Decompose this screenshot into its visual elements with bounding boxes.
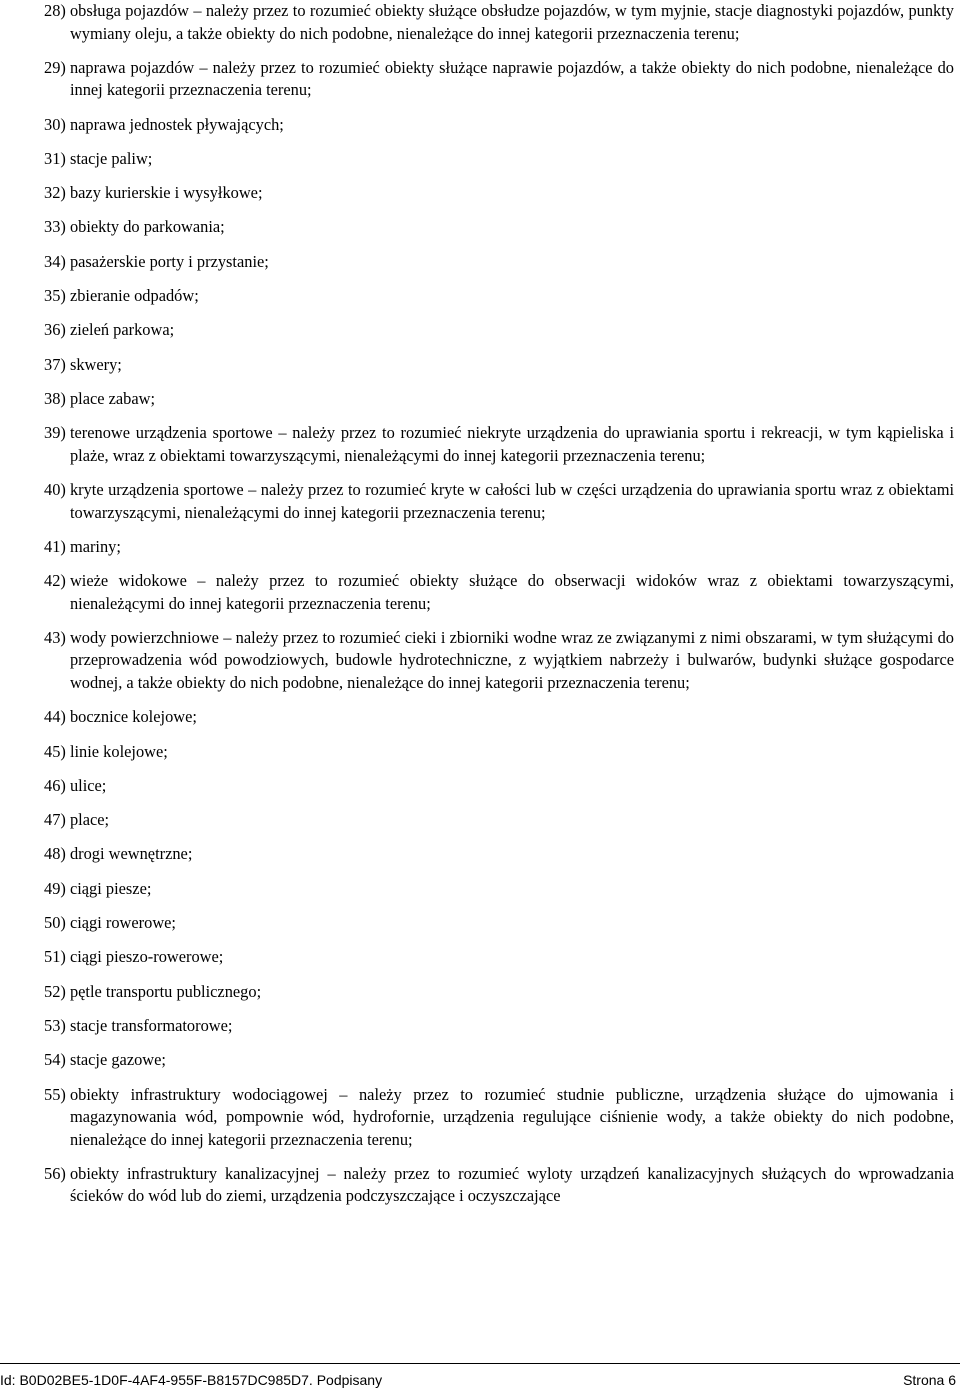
item-number: 42) <box>44 571 70 591</box>
item-text: place zabaw; <box>69 388 156 408</box>
list-item <box>44 182 954 205</box>
item-number: 43) <box>44 627 70 647</box>
list-item <box>44 216 954 239</box>
item-number: 29) <box>44 57 70 77</box>
item-text: bazy kurierskie i wysyłkowe; <box>69 183 263 203</box>
list-item <box>44 251 954 274</box>
item-number: 41) <box>44 536 70 556</box>
document-id: Id: B0D02BE5-1D0F-4AF4-955F-B8157DC985D7. Podpisany <box>0 1372 383 1388</box>
list-item <box>44 627 954 695</box>
item-text: zieleń parkowa; <box>69 320 175 340</box>
item-text: obiekty infrastruktury kanalizacyjnej – należy przez to rozumieć wyloty urządzeń kanalizacyjnych służących do wprowadzania ścieków do wód lub do ziemi, urządzenia podczyszczające i oczyszczające <box>69 1163 954 1206</box>
list-item <box>44 536 954 559</box>
item-text: stacje paliw; <box>69 148 153 168</box>
item-number: 32) <box>44 183 70 203</box>
list-item <box>44 946 954 969</box>
item-text: ciągi pieszo-rowerowe; <box>69 947 224 967</box>
item-number: 56) <box>44 1163 70 1183</box>
list-item <box>44 319 954 342</box>
item-text: ciągi piesze; <box>69 878 152 898</box>
list-item <box>44 1084 954 1152</box>
item-number: 50) <box>44 913 70 933</box>
item-number: 30) <box>44 114 70 134</box>
list-item <box>44 843 954 866</box>
item-text: ulice; <box>69 775 107 795</box>
item-text: pasażerskie porty i przystanie; <box>69 251 269 271</box>
list-item <box>44 878 954 901</box>
item-number: 28) <box>44 1 70 20</box>
item-text: obiekty infrastruktury wodociągowej – należy przez to rozumieć studnie publiczne, urządzenia służące do ujmowania i magazynowania wód, pompownie wód, hydrofornie, urządzenia regulujące ciśnienie wody, a także obiekty do nich podobne, nienależące do innej kategorii przeznaczenia terenu; <box>69 1084 954 1149</box>
list-item <box>44 479 954 524</box>
item-number: 47) <box>44 810 70 830</box>
item-number: 54) <box>44 1050 70 1070</box>
item-number: 51) <box>44 947 70 967</box>
item-number: 48) <box>44 844 70 864</box>
list-item <box>44 57 954 102</box>
list-item <box>44 148 954 171</box>
list-item <box>44 706 954 729</box>
item-number: 40) <box>44 480 70 500</box>
list-item <box>44 0 954 45</box>
item-number: 33) <box>44 217 70 237</box>
item-number: 36) <box>44 320 70 340</box>
list-item <box>44 570 954 615</box>
item-number: 45) <box>44 741 70 761</box>
footer-divider <box>0 1363 960 1364</box>
item-number: 31) <box>44 148 70 168</box>
item-text: linie kolejowe; <box>69 741 168 761</box>
item-text: kryte urządzenia sportowe – należy przez to rozumieć kryte w całości lub w części urządzenia do uprawiania sportu wraz z obiektami towarzyszącymi, nienależącymi do innej kategorii przeznaczenia terenu; <box>69 480 954 522</box>
item-number: 52) <box>44 981 70 1001</box>
item-number: 49) <box>44 878 70 898</box>
item-number: 35) <box>44 286 70 306</box>
item-text: zbieranie odpadów; <box>69 286 199 306</box>
list-item <box>44 1049 954 1072</box>
item-number: 39) <box>44 423 70 443</box>
list-item <box>44 981 954 1004</box>
item-text: obiekty do parkowania; <box>69 217 225 237</box>
item-text: pętle transportu publicznego; <box>69 981 262 1001</box>
list-item <box>44 1163 954 1208</box>
item-text: stacje gazowe; <box>69 1050 166 1070</box>
page-footer <box>0 1370 956 1390</box>
list-item <box>44 912 954 935</box>
item-text: stacje transformatorowe; <box>69 1015 233 1035</box>
item-number: 55) <box>44 1084 70 1104</box>
item-text: ciągi rowerowe; <box>69 913 176 933</box>
document-body <box>44 0 954 1220</box>
item-number: 53) <box>44 1015 70 1035</box>
item-number: 46) <box>44 775 70 795</box>
item-text: obsługa pojazdów – należy przez to rozumieć obiekty służące obsłudze pojazdów, w tym myjnie, stacje diagnostyki pojazdów, punkty wymiany oleju, a także obiekty do nich podobne, nienależące do innej kategorii przeznaczenia terenu; <box>69 1 954 43</box>
item-text: drogi wewnętrzne; <box>69 844 193 864</box>
list-item <box>44 775 954 798</box>
item-text: place; <box>69 810 110 830</box>
list-item <box>44 114 954 137</box>
item-text: mariny; <box>69 536 121 556</box>
item-text: wody powierzchniowe – należy przez to rozumieć cieki i zbiorniki wodne wraz ze związanymi z nimi obszarami, w tym służącymi do przeprowadzenia wód powodziowych, budowle hydrotechniczne, z wyjątkiem nabrzeży i bulwarów, budynki służące gospodarce wodnej, a także obiekty do nich podobne, nienależące do innej kategorii przeznaczenia terenu; <box>69 627 954 692</box>
list-item <box>44 354 954 377</box>
item-text: terenowe urządzenia sportowe – należy przez to rozumieć niekryte urządzenia do uprawiania sportu i rekreacji, w tym kąpieliska i plaże, wraz z obiektami towarzyszącymi, nienależącymi do innej kategorii przeznaczenia terenu; <box>69 423 954 465</box>
item-text: wieże widokowe – należy przez to rozumieć obiekty służące do obserwacji widoków wraz z obiektami towarzyszącymi, nienależącymi do innej kategorii przeznaczenia terenu; <box>69 571 954 613</box>
page-number: Strona 6 <box>903 1372 956 1388</box>
item-number: 34) <box>44 251 70 271</box>
item-number: 38) <box>44 388 70 408</box>
item-text: bocznice kolejowe; <box>69 707 197 727</box>
item-text: naprawa jednostek pływających; <box>69 114 284 134</box>
item-text: skwery; <box>69 354 122 374</box>
item-number: 37) <box>44 354 70 374</box>
list-item <box>44 388 954 411</box>
list-item <box>44 422 954 467</box>
item-text: naprawa pojazdów – należy przez to rozumieć obiekty służące naprawie pojazdów, a także obiekty do nich podobne, nienależące do innej kategorii przeznaczenia terenu; <box>69 57 954 100</box>
list-item <box>44 809 954 832</box>
item-number: 44) <box>44 707 70 727</box>
list-item <box>44 1015 954 1038</box>
list-item <box>44 741 954 764</box>
list-item <box>44 285 954 308</box>
definitions-list <box>44 0 954 1208</box>
